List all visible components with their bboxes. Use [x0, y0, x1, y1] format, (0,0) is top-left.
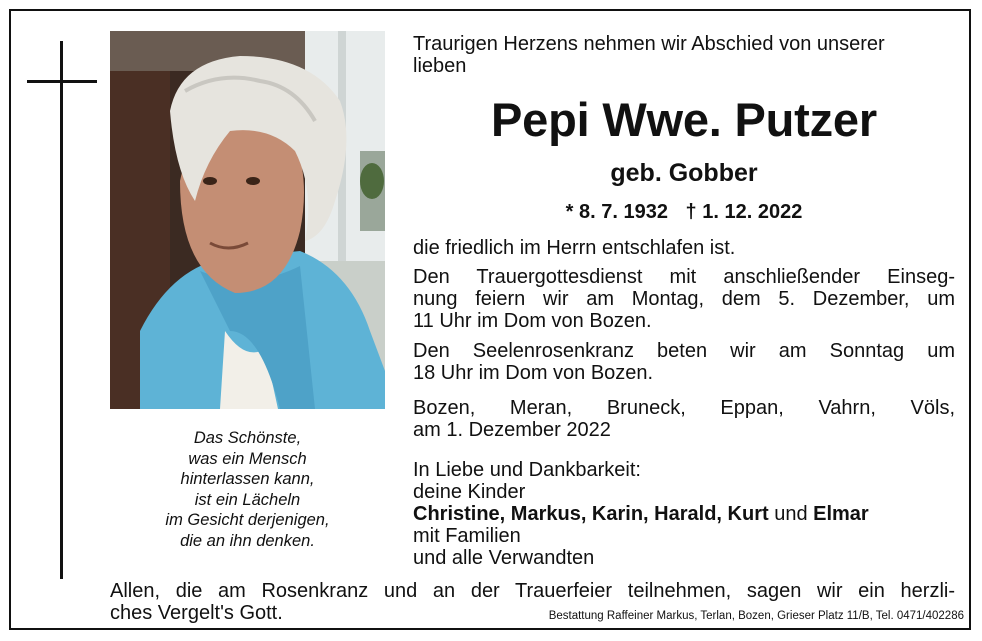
- cross-icon-bar: [27, 80, 97, 83]
- life-dates: [413, 199, 955, 225]
- family-line: mit Familien: [413, 525, 521, 547]
- quote-line: was ein Mensch: [188, 449, 307, 468]
- last-child-name: Elmar: [813, 503, 869, 525]
- quote-line: die an ihn denken.: [180, 531, 315, 550]
- intro-line: Traurigen Herzens nehmen wir Abschied von unserer: [413, 33, 885, 55]
- quote-line: im Gesicht derjenigen,: [165, 511, 330, 529]
- cross-icon: [60, 41, 63, 579]
- service-line: Den Trauergottesdienst mit anschließender Einseg-: [413, 266, 955, 288]
- family-line: deine Kinder: [413, 481, 526, 503]
- deceased-name: Pepi Wwe. Putzer: [491, 93, 877, 146]
- places-line: Bozen, Meran, Bruneck, Eppan, Vahrn, Völs,: [413, 397, 955, 419]
- undertaker-info: Bestattung Raffeiner Markus, Terlan, Bozen, Grieser Platz 11/B, Tel. 0471/402286: [548, 610, 964, 622]
- places-line: am 1. Dezember 2022: [413, 419, 611, 441]
- places-text: [413, 397, 955, 441]
- rosary-line: 18 Uhr im Dom von Bozen.: [413, 362, 654, 384]
- thanks-line: ches Vergelt's Gott.: [110, 602, 283, 624]
- service-line: 11 Uhr im Dom von Bozen.: [413, 310, 652, 332]
- children-line: [413, 503, 955, 525]
- intro-text: [413, 33, 955, 77]
- rosary-line: Den Seelenrosenkranz beten wir am Sonntag um: [413, 340, 955, 362]
- thanks-line: Allen, die am Rosenkranz und an der Trauerfeier teilnehmen, sagen wir ein herzli-: [110, 580, 955, 602]
- intro-line: lieben: [413, 55, 467, 77]
- memorial-quote: [110, 428, 385, 551]
- quote-line: ist ein Lächeln: [194, 490, 301, 509]
- family-line: In Liebe und Dankbarkeit:: [413, 459, 641, 481]
- children-names: Christine, Markus, Karin, Harald, Kurt: [413, 503, 769, 525]
- family-text: [413, 459, 955, 569]
- portrait-photo: [110, 31, 385, 409]
- service-text: [413, 266, 955, 332]
- quote-line: Das Schönste,: [193, 429, 302, 447]
- maiden-name: geb. Gobber: [610, 159, 758, 187]
- conjunction: und: [768, 503, 814, 525]
- service-line: nung feiern wir am Montag, dem 5. Dezember, um: [413, 288, 955, 310]
- passed-text: die friedlich im Herrn entschlafen ist.: [413, 237, 736, 259]
- death-date: † 1. 12. 2022: [685, 201, 803, 223]
- rosary-text: [413, 340, 955, 384]
- quote-line: hinterlassen kann,: [180, 470, 315, 488]
- birth-date: * 8. 7. 1932: [565, 201, 668, 223]
- family-line: und alle Verwandten: [413, 547, 595, 569]
